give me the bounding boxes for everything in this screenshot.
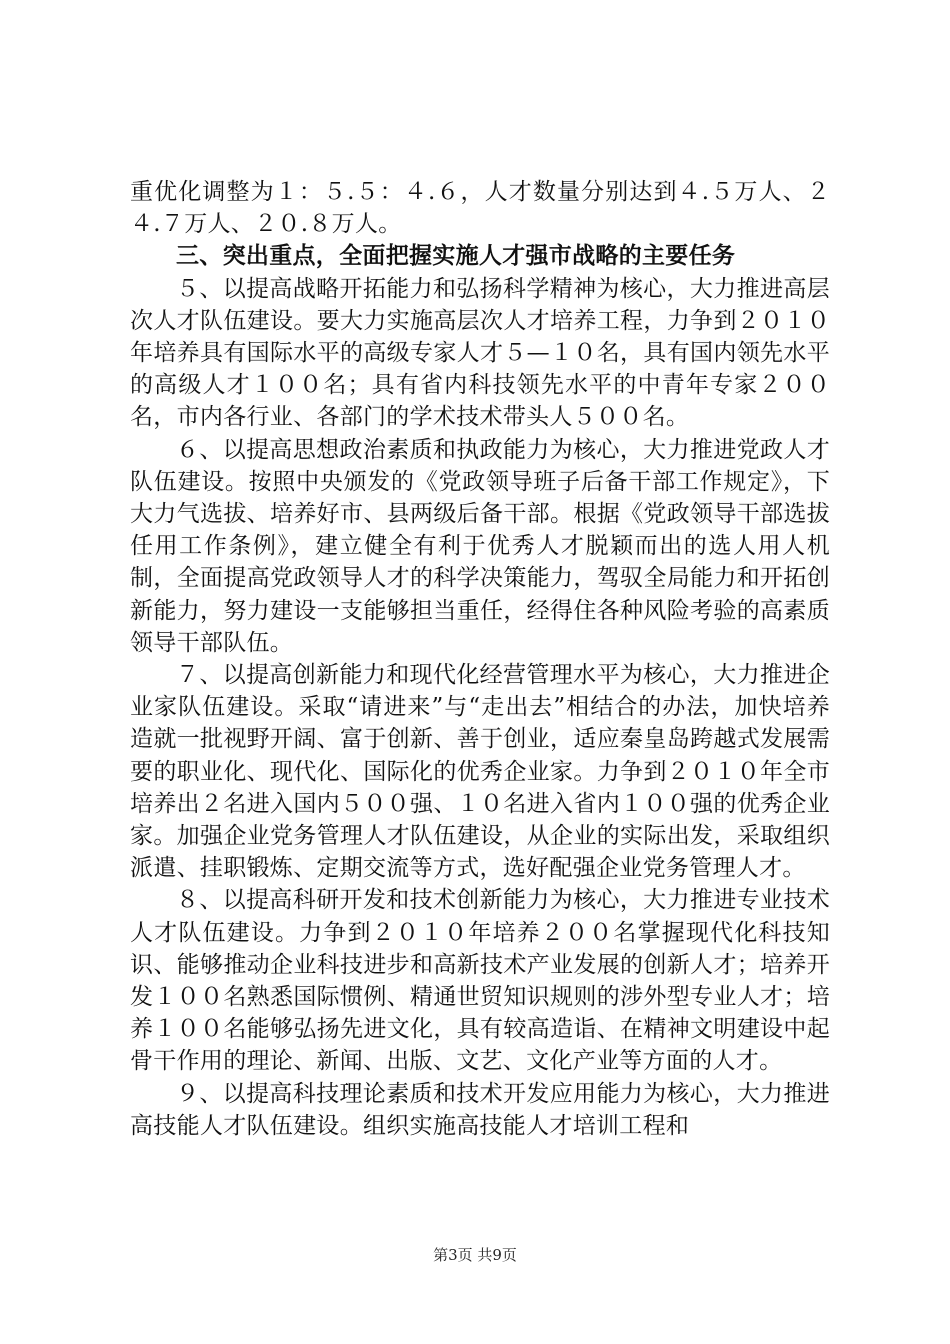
section-heading: 三、突出重点，全面把握实施人才强市战略的主要任务 <box>176 242 736 270</box>
paragraph-item-9: ９、以提高科技理论素质和技术开发应用能力为核心，大力推进高技能人才队伍建设。组织实施高技能人才培训工程和 <box>130 1080 830 1139</box>
paragraph-continuation: 重优化调整为１：５.５：４.６，人才数量分别达到４.５万人、２４.７万人、２０.８万人。 <box>130 179 830 238</box>
paragraph-item-8: ８、以提高科研开发和技术创新能力为核心，大力推进专业技术人才队伍建设。力争到２０１０年培养２００名掌握现代化科技知识、能够推动企业科技进步和高新技术产业发展的创新人才；培养开发１００名熟悉国际惯例、精通世贸知识规则的涉外型专业人才；培养１００名能够弘扬先进文化，具有较高造诣、在精神文明建设中起骨干作用的理论、新闻、出版、文艺、文化产业等方面的人才。 <box>130 887 830 1075</box>
document-body <box>130 176 830 1142</box>
paragraph-item-5: ５、以提高战略开拓能力和弘扬科学精神为核心，大力推进高层次人才队伍建设。要大力实施高层次人才培养工程，力争到２０１０年培养具有国际水平的高级专家人才５—１０名，具有国内领先水平的高级人才１００名；具有省内科技领先水平的中青年专家２００名，市内各行业、各部门的学术技术带头人５００名。 <box>130 275 830 431</box>
paragraph-item-7: ７、以提高创新能力和现代化经营管理水平为核心，大力推进企业家队伍建设。采取“请进来”与“走出去”相结合的办法，加快培养造就一批视野开阔、富于创新、善于创业，适应秦皇岛跨越式发展需要的职业化、现代化、国际化的优秀企业家。力争到２０１０年全市培养出２名进入国内５００强、１０名进入省内１００强的优秀企业家。加强企业党务管理人才队伍建设，从企业的实际出发，采取组织派遣、挂职锻炼、定期交流等方式，选好配强企业党务管理人才。 <box>130 662 830 882</box>
page-footer: 第3页 共9页 <box>433 1246 517 1264</box>
paragraph-item-6: ６、以提高思想政治素质和执政能力为核心，大力推进党政人才队伍建设。按照中央颁发的《党政领导班子后备干部工作规定》，下大力气选拔、培养好市、县两级后备干部。根据《党政领导干部选拔任用工作条例》，建立健全有利于优秀人才脱颖而出的选人用人机制，全面提高党政领导人才的科学决策能力，驾驭全局能力和开拓创新能力，努力建设一支能够担当重任，经得住各种风险考验的高素质领导干部队伍。 <box>130 436 830 656</box>
